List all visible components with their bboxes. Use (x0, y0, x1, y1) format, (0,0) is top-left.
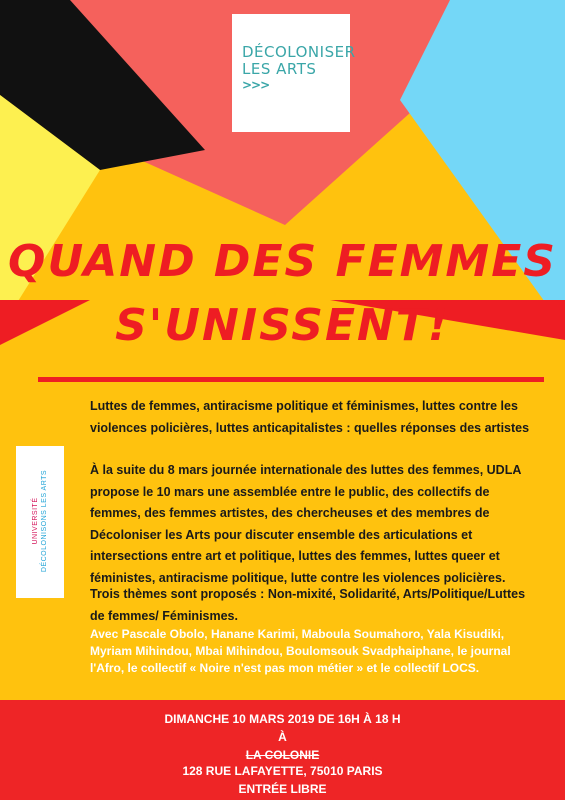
university-logo-line-2-text: DÉCOLONISONS LES ARTS (41, 469, 48, 573)
logo-line-2: LES ARTS (242, 60, 317, 78)
arrows-icon: >>> (242, 78, 270, 92)
description-paragraph: À la suite du 8 mars journée internationale des luttes des femmes, UDLA propose le 10 mars une assemblée entre le public, des collectifs de femmes, des femmes artistes, des chercheuses et des membres de Décoloniser les Arts pour discuter ensemble des articulations et intersections entre art et politique, luttes des femmes, luttes queer et féministes, antiracisme politique, lutte contre les violences policières. (90, 463, 521, 585)
divider-rule (38, 377, 544, 382)
event-at: À (278, 730, 287, 744)
themes-paragraph: Trois thèmes sont proposés : Non-mixité, Solidarité, Arts/Politique/Luttes de femmes/ Féminismes. (90, 587, 526, 623)
guests-paragraph: Avec Pascale Obolo, Hanane Karimi, Maboula Soumahoro, Yala Kisudiki, Myriam Mihindou, Mbai Mihindou, Boulomsouk Svadphaiphane, le journal l'Afro, le collectif « Noire n'est pas mon métier » et le collectif LOCS. (90, 627, 511, 675)
university-logo-card (16, 446, 64, 598)
university-logo-line-2 (40, 470, 49, 572)
title-line-2: S'UNISSENT! (115, 300, 450, 351)
event-entry: ENTRÉE LIBRE (238, 782, 327, 796)
event-address: 128 RUE LAFAYETTE, 75010 PARIS (182, 764, 383, 778)
intro-paragraph: Luttes de femmes, antiracisme politique et féminismes, luttes contre les violences policières, luttes anticapitalistes : quelles réponses des artistes (90, 399, 530, 435)
university-logo-line-1: UNIVERSITÉ (32, 497, 39, 545)
event-venue-struck: LA COLONIE (245, 748, 320, 762)
university-logo-text (31, 470, 49, 572)
title-line-1: QUAND DES FEMMES (8, 236, 557, 287)
logo-line-1: DÉCOLONISER (242, 43, 356, 61)
logo-wordmark (242, 44, 356, 78)
logo-card (232, 14, 356, 132)
event-date: DIMANCHE 10 MARS 2019 DE 16H À 18 H (164, 712, 401, 726)
